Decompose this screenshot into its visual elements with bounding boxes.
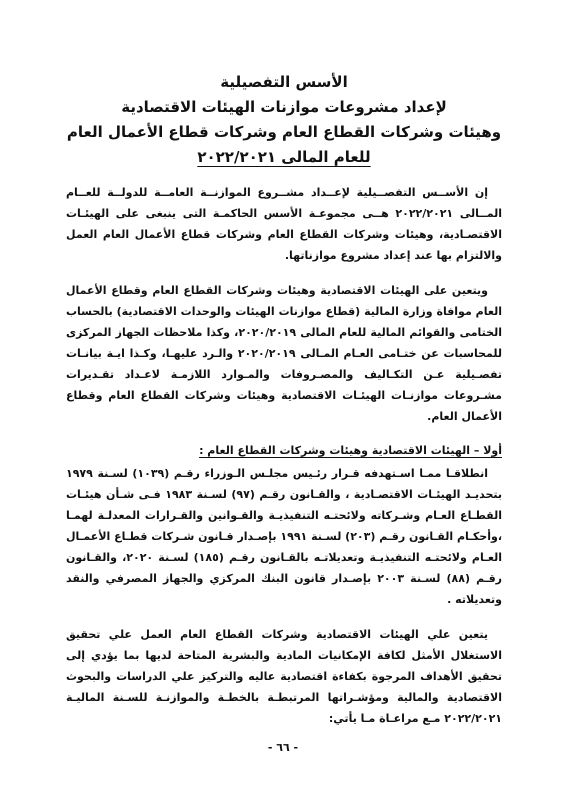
- document-page: [66, 70, 502, 743]
- title-line-2: لإعداد مشروعات موازنات الهيئات الاقتصادية: [121, 98, 447, 116]
- section-heading-economic-authorities: أولا – الهيئات الاقتصادية وهيئات وشركات القطاع العام :: [199, 444, 502, 457]
- page-number: - ٦٦ -: [267, 741, 299, 754]
- document-title: [66, 70, 502, 170]
- title-line-3: وهيئات وشركات القطاع العام وشركات قطاع الأعمال العام: [66, 123, 502, 141]
- title-line-1: الأسس التفصيلية: [220, 73, 348, 91]
- paragraph-requirements: يتعين علي الهيئات الاقتصادية وشركات القطاع العام العمل علي تحقيق الاستغلال الأمثل لكافة الإمكانيات المادية والبشرية المتاحة لديها بما يؤدي إلى تحقيق الأهداف المرجوة بكفاءة اقتصادية عاليه والتركيز علي الدراسات والبحوث الاقتصادية والمالية ومؤشـراتها المرتبطـة بالخطـة والموازنـة للسـنة الماليـة ٢٠٢٢/٢٠٢١ مـع مراعـاة مـا يأتي:: [66, 628, 502, 725]
- title-line-4: للعام المالى ٢٠٢٢/٢٠٢١: [197, 148, 371, 166]
- paragraph-intro: إن الأســس التفصــيلية لإعــداد مشــروع الموازنــة العامــة للدولــة للعــام المــالى ٢٠٢٢/٢٠٢١ هــى مجموعـة الأسس الحاكمـة التى ينبغى على الهيئـات الاقتصـادية، وهيئات وشركات القطاع العام وشركات قطاع الأعمال العام العمل والالتزام بها عند إعداد مشروع موازناتها.: [66, 186, 503, 262]
- paragraph-legal-basis: انطلاقـا ممـا اسـتهدفه قـرار رئـيس مجلـس الـوزراء رقـم (١٠٣٩) لسـنة ١٩٧٩ بتحديـد الهيئـات الاقتصـادية ، والقـانون رقـم (٩٧) لسـنة ١٩٨٣ فـى شـأن هيئـات القطـاع العـام وشـركاته ولائحتـه التنفيذيـة والقـوانين والقـرارات المعدلـة لهمـا ،وأحكـام القـانون رقـم (٢٠٣) لسـنة ١٩٩١ بإصـدار قـانون شـركات قطـاع الأعمـال العـام ولائحتـه التنفيذيـة وتعديلاتـه بالقـانون رقـم (١٨٥) لسـنة ٢٠٢٠، والقـانون رقـم (٨٨) لسـنة ٢٠٠٣ بإصـدار قانون البنك المركزي والجهاز المصرفي والنقد وتعديلاته .: [66, 467, 503, 606]
- paragraph-obligations: ويتعين على الهيئات الاقتصادية وهيئات وشركات القطاع العام وقطاع الأعمال العام موافاة وزارة المالية (قطاع موازنات الهيئات والوحدات الاقتصادية) بالحساب الختامى والقوائم المالية للعام المالى ٢٠٢٠/٢٠١٩، وكذا ملاحظات الجهاز المركزى للمحاسبات عن ختـامى العـام المـالى ٢٠٢٠/٢٠١٩ والـرد عليهـا، وكـذا ايـة بيانـات تفصـيلية عـن التكـاليف والمصـروفات والمـوارد اللازمـة لاعـداد تقـديرات مشـروعات موازنـات الهيئـات الاقتصادية وهيئات وشركات القطاع العام وقطاع الأعمال العام.: [66, 284, 503, 423]
